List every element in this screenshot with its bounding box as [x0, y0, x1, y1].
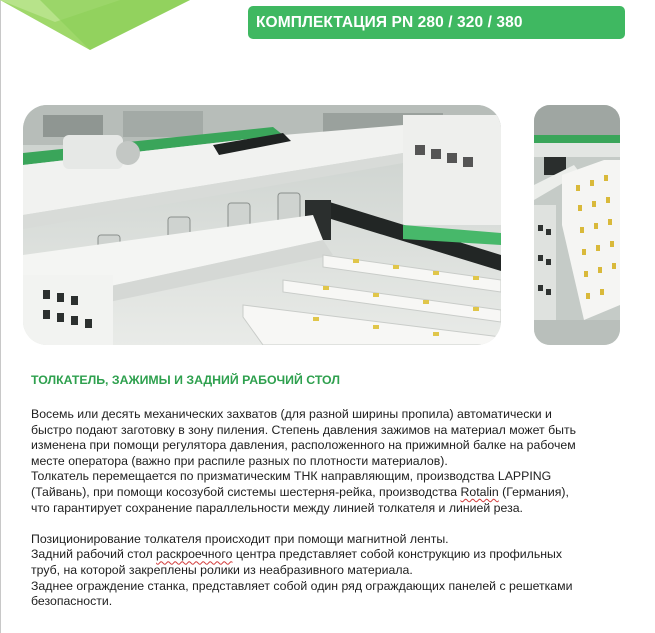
text-line: месте оператора (важно при распиле разных по плотности материалов). [31, 453, 448, 468]
header-bar [248, 6, 625, 39]
text-line: быстро подают заготовку в зону пиления. Степень давления зажимов на материал может быть [31, 422, 577, 437]
text-line: труб, на которой закреплены ролики из неабразивного материала. [31, 562, 413, 577]
paragraph-gap [31, 516, 631, 532]
text-line: изменена при помощи регулятора давления, расположенного на прижимной балке на рабочем [31, 438, 576, 453]
text-line: безопасности. [31, 594, 113, 609]
text-line: Позиционирование толкателя происходит при помощи магнитной ленты. [31, 531, 449, 546]
header-title: КОМПЛЕКТАЦИЯ PN 280 / 320 / 380 [256, 13, 523, 31]
corner-decoration [0, 0, 190, 50]
section-title: ТОЛКАТЕЛЬ, ЗАЖИМЫ И ЗАДНИЙ РАБОЧИЙ СТОЛ [31, 373, 340, 387]
description-text [31, 407, 631, 610]
text-line: Толкатель перемещается по призматическим ТНК направляющим, производства LAPPING [31, 469, 552, 484]
text-line: Заднее ограждение станка, представляет собой один ряд ограждающих панелей с решетками [31, 578, 573, 593]
spellcheck-word: раскроечного [156, 547, 233, 562]
text-fragment: центра представляет собой конструкцию из профильных [232, 547, 563, 562]
text-line: что гарантирует сохранение параллельности между линией толкателя и линией реза. [31, 500, 523, 515]
text-fragment: (Германия), [498, 484, 569, 499]
text-fragment: Задний рабочий стол [31, 547, 157, 562]
text-line: Восемь или десять механических захватов (для разной ширины пропила) автоматически и [31, 407, 552, 421]
text-fragment: (Тайвань), при помощи косозубой системы шестерня-рейка, производства [31, 484, 461, 499]
text-line [31, 547, 631, 563]
text-line [31, 485, 631, 501]
machine-photo-main [23, 105, 501, 345]
spellcheck-word: Rotalin [460, 484, 499, 499]
machine-photo-side [534, 105, 620, 345]
page-left-border [0, 0, 1, 633]
